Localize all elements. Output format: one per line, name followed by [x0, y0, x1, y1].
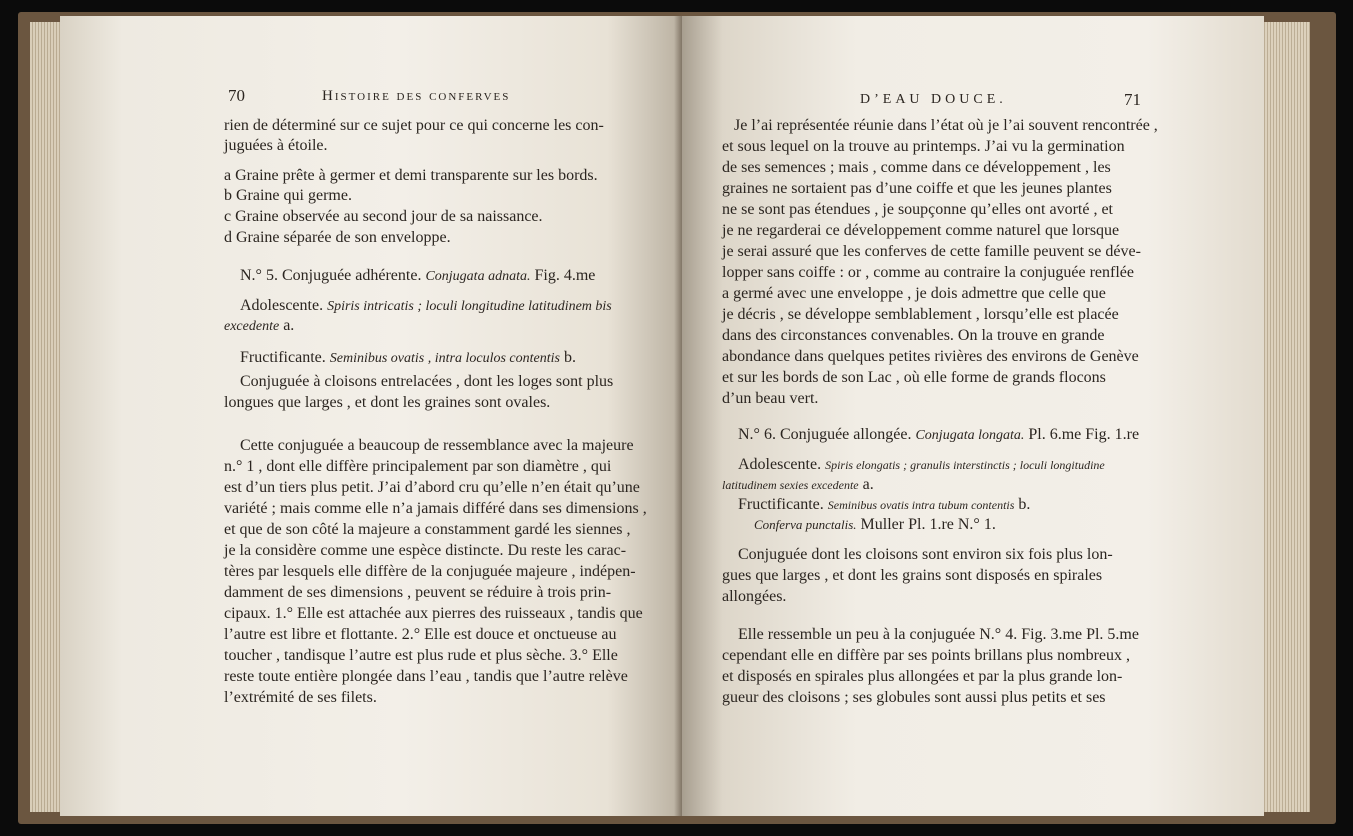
synonym-latin: Conferva punctalis.: [754, 517, 857, 532]
species-description: allongées.: [722, 588, 787, 605]
paragraph-line: de ses semences ; mais , comme dans ce développement , les: [722, 159, 1111, 176]
intro-line: juguées à étoile.: [224, 137, 328, 154]
intro-line: rien de déterminé sur ce sujet pour ce qui concerne les con-: [224, 117, 604, 134]
synonym-ref: Muller Pl. 1.re N.° 1.: [860, 516, 996, 533]
comparison-line: cependant elle en diffère par ses points brillans plus nombreux ,: [722, 647, 1131, 664]
species-heading-fig: Fig. 4.me: [534, 267, 596, 284]
left-page: [60, 16, 682, 816]
fructificante-line: [240, 349, 576, 368]
adolescente-label: Adolescente.: [738, 456, 822, 473]
species-heading-latin: Conjugata longata.: [915, 428, 1025, 443]
adolescente-line: [738, 456, 1105, 474]
paragraph-line: et sur les bords de son Lac , où elle forme de grands flocons: [722, 369, 1106, 386]
discussion-line: est d’un tiers plus petit. J’ai d’abord cru qu’elle n’en était qu’une: [224, 479, 640, 496]
adolescente-ref: a.: [862, 476, 874, 493]
discussion-line: et que de son côté la majeure a constamment gardé les siennes ,: [224, 521, 631, 538]
running-head: D’EAU DOUCE.: [860, 92, 1007, 107]
page-number: 70: [228, 86, 245, 105]
paragraph-line: dans des circonstances convenables. On la trouve en grande: [722, 327, 1105, 344]
adolescente-line-2: [224, 317, 294, 336]
adolescente-label: Adolescente.: [240, 297, 324, 314]
legend-item: a Graine prête à germer et demi transparente sur les bords.: [224, 167, 598, 184]
paragraph-line: je serai assuré que les conferves de cette famille peuvent se déve-: [722, 243, 1141, 260]
paragraph-line: ne se sont pas étendues , je soupçonne qu’elles ont avorté , et: [722, 201, 1113, 218]
adolescente-latin-cont: excedente: [224, 319, 280, 334]
species-description: Conjuguée à cloisons entrelacées , dont les loges sont plus: [240, 373, 614, 390]
adolescente-ref: a.: [283, 317, 295, 334]
discussion-line: l’autre est libre et flottante. 2.° Elle est douce et onctueuse au: [224, 626, 617, 643]
paragraph-line: a germé avec une enveloppe , je dois admettre que celle que: [722, 285, 1106, 302]
comparison-line: et disposés en spirales plus allongées et par la plus grande lon-: [722, 668, 1123, 685]
paragraph-line: abondance dans quelques petites rivières des environs de Genève: [722, 348, 1139, 365]
adolescente-line: [240, 297, 612, 316]
paragraph-line: et sous lequel on la trouve au printemps. J’ai vu la germination: [722, 138, 1125, 155]
paragraph-line: je ne regarderai ce développement comme naturel que lorsque: [722, 222, 1120, 239]
discussion-line: toucher , tandisque l’autre est plus rude et plus sèche. 3.° Elle: [224, 647, 618, 664]
species-heading: [240, 267, 595, 286]
species-heading-fig: Pl. 6.me Fig. 1.re: [1028, 426, 1140, 443]
fructificante-label: Fructificante.: [240, 349, 326, 366]
discussion-line: je la considère comme une espèce distincte. Du reste les carac-: [224, 542, 627, 559]
species-heading-prefix: N.° 6. Conjuguée allongée.: [738, 426, 912, 443]
right-page: [682, 16, 1264, 816]
discussion-line: damment de ses dimensions , peuvent se réduire à trois prin-: [224, 584, 612, 601]
discussion-line: l’extrémité de ses filets.: [224, 689, 377, 706]
adolescente-line-2: [722, 476, 874, 494]
comparison-line: gueur des cloisons ; ses globules sont aussi plus petits et ses: [722, 689, 1106, 706]
fructificante-label: Fructificante.: [738, 496, 824, 513]
fructificante-latin: Seminibus ovatis , intra loculos contentis: [329, 351, 560, 366]
fructificante-latin: Seminibus ovatis intra tubum contentis: [827, 498, 1015, 512]
fructificante-ref: b.: [563, 349, 576, 366]
legend-item: d Graine séparée de son enveloppe.: [224, 229, 451, 246]
species-description: gues que larges , et dont les grains sont disposés en spirales: [722, 567, 1103, 584]
paragraph-line: lopper sans coiffe : or , comme au contraire la conjuguée renflée: [722, 264, 1134, 281]
species-description: longues que larges , et dont les graines sont ovales.: [224, 394, 551, 411]
running-head: Histoire des conferves: [322, 88, 511, 104]
discussion-line: n.° 1 , dont elle diffère principalement par son diamètre , qui: [224, 458, 612, 475]
species-description: Conjuguée dont les cloisons sont environ six fois plus lon-: [738, 546, 1113, 563]
species-heading-latin: Conjugata adnata.: [425, 269, 531, 284]
species-heading-prefix: N.° 5. Conjuguée adhérente.: [240, 267, 422, 284]
species-heading: [738, 426, 1139, 445]
adolescente-latin-cont: latitudinem sexies excedente: [722, 478, 859, 492]
paragraph-line: je décris , se développe semblablement , lorsqu’elle est placée: [722, 306, 1119, 323]
adolescente-latin: Spiris elongatis ; granulis interstinctis ; loculi longitudine: [825, 458, 1105, 472]
fructificante-line: [738, 496, 1030, 514]
discussion-line: variété ; mais comme elle n’a jamais différé dans ses dimensions ,: [224, 500, 647, 517]
page-edges-right: [1262, 22, 1310, 812]
legend-item: c Graine observée au second jour de sa naissance.: [224, 208, 543, 225]
page-number: 71: [1124, 90, 1141, 109]
synonym-line: [754, 516, 996, 534]
discussion-line: Cette conjuguée a beaucoup de ressemblance avec la majeure: [240, 437, 634, 454]
adolescente-latin: Spiris intricatis ; loculi longitudine latitudinem bis: [327, 299, 612, 314]
discussion-line: reste toute entière plongée dans l’eau , tandis que l’autre relève: [224, 668, 628, 685]
paragraph-line: Je l’ai représentée réunie dans l’état où je l’ai souvent rencontrée ,: [734, 117, 1158, 134]
paragraph-line: d’un beau vert.: [722, 390, 819, 407]
legend-item: b Graine qui germe.: [224, 187, 352, 204]
comparison-line: Elle ressemble un peu à la conjuguée N.° 4. Fig. 3.me Pl. 5.me: [738, 626, 1139, 643]
discussion-line: tères par lesquels elle diffère de la conjuguée majeure , indépen-: [224, 563, 636, 580]
paragraph-line: graines ne sortaient pas d’une coiffe et que les jeunes plantes: [722, 180, 1112, 197]
discussion-line: cipaux. 1.° Elle est attachée aux pierres des ruisseaux , tandis que: [224, 605, 643, 622]
fructificante-ref: b.: [1018, 496, 1031, 513]
